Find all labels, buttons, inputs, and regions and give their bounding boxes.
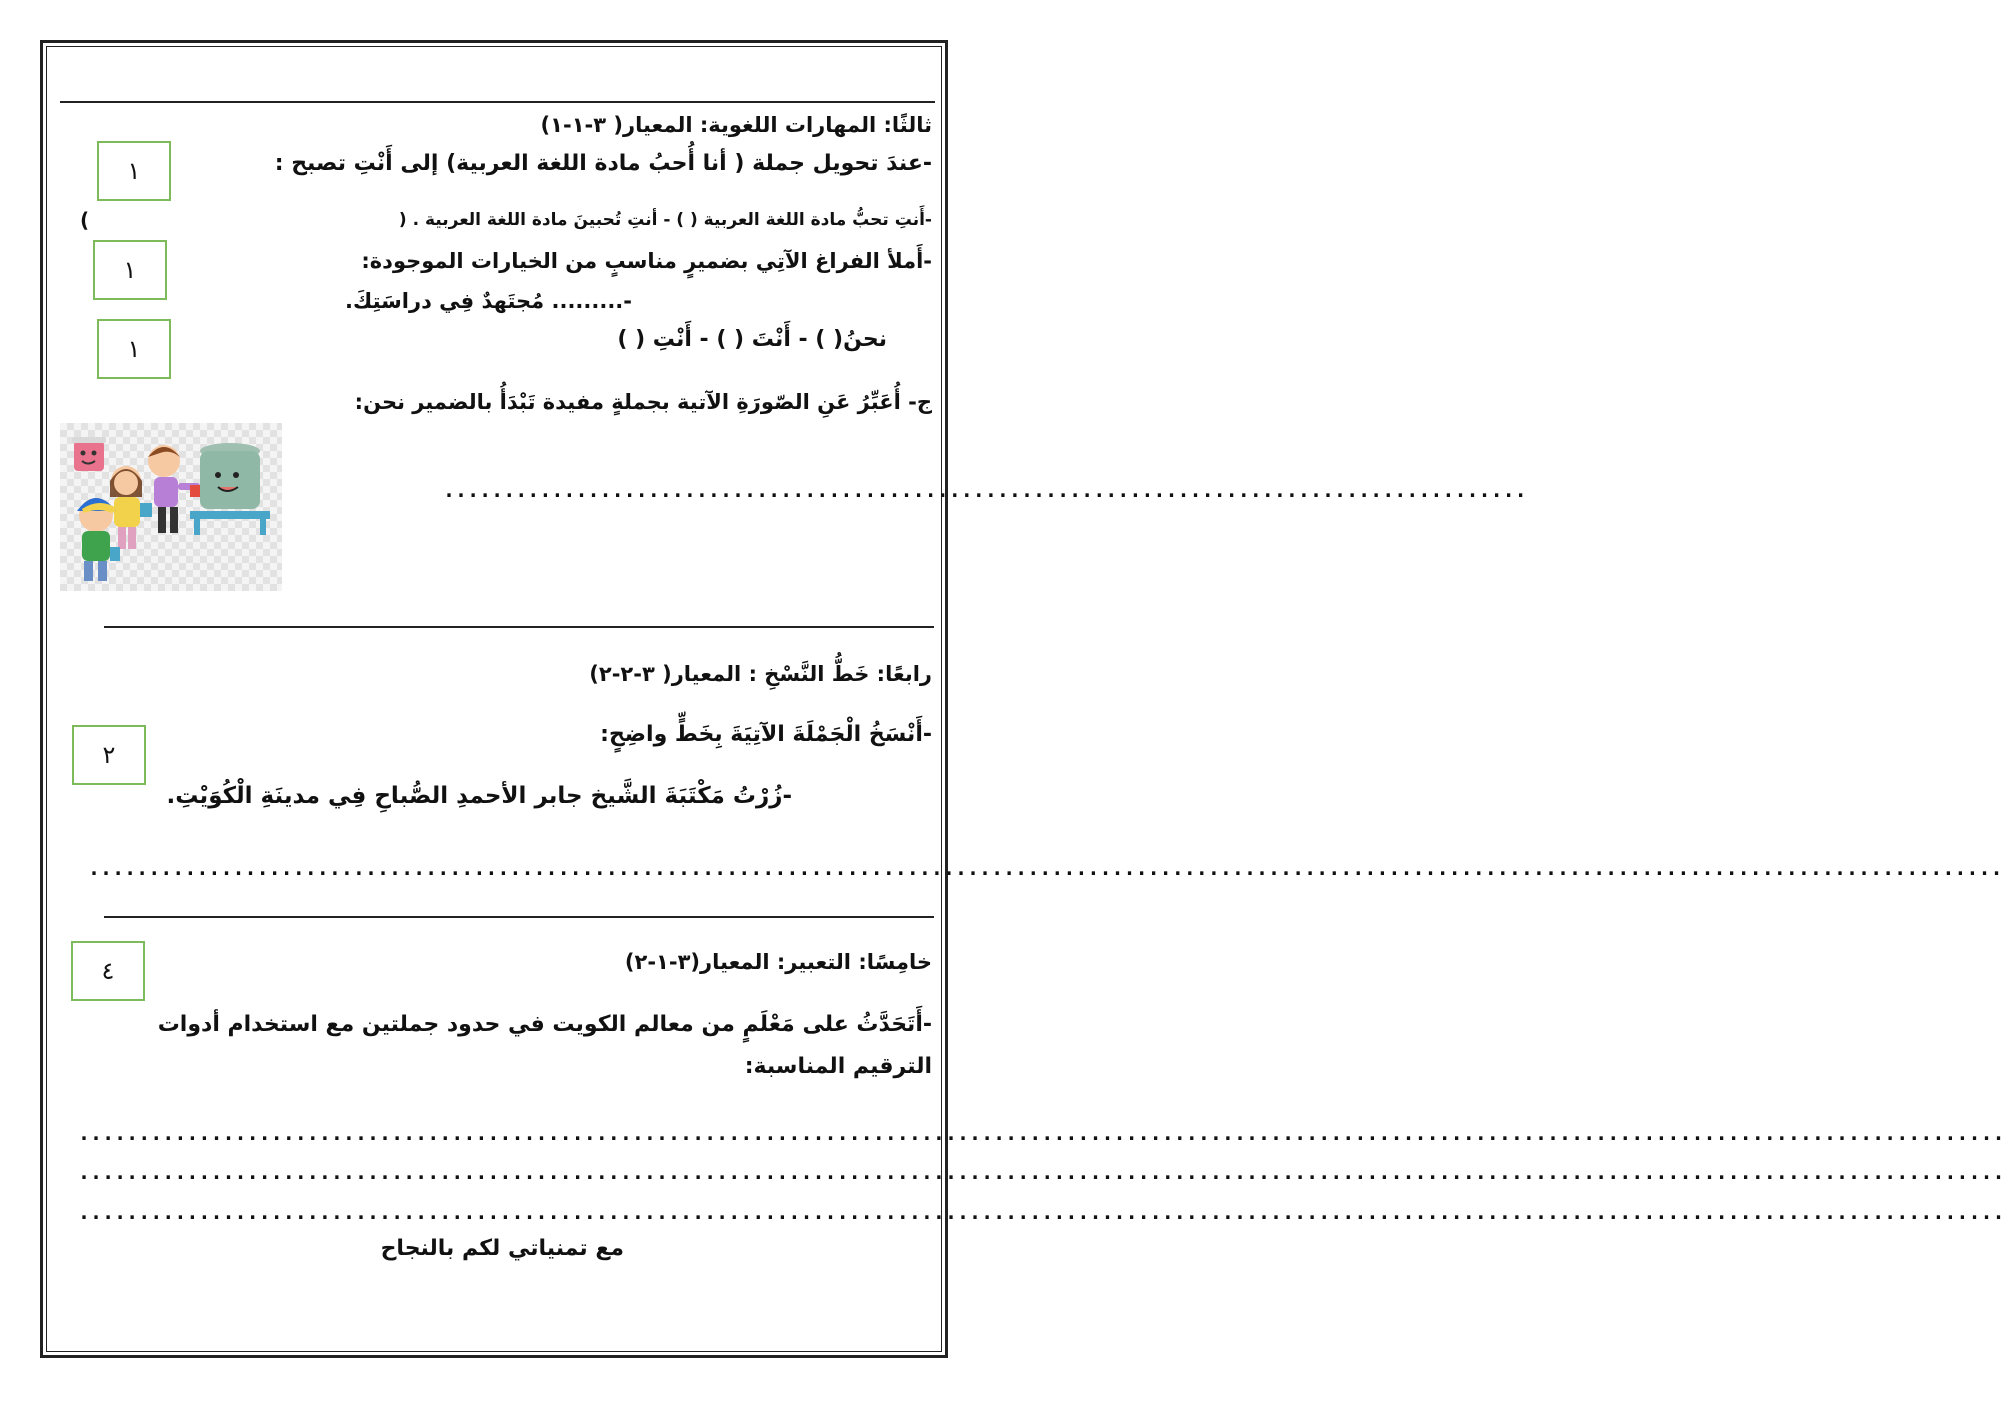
q2-choices: نحنُ( ) - أَنْتَ ( ) - أَنْتِ ( ): [617, 327, 887, 352]
page-border-inner: [46, 46, 2005, 1352]
q3-prompt: ج- أُعَبِّرُ عَنِ الصّورَةِ الآتية بجملةٍ مفيدة تَبْدَأُ بالضمير نحن:: [354, 390, 932, 414]
section5-answer-line-2[interactable]: ................................................................................................................................................................: [78, 1160, 2005, 1184]
q2-prompt: -أَملأ الفراغ الآتِي بضميرٍ مناسبٍ من الخيارات الموجودة:: [361, 249, 932, 273]
section4-sentence: -زُرْتُ مَكْتَبَةَ الشَّيخ جابر الأحمدِ الصُّباحِ فِي مدينَةِ الْكُوَيْتِ.: [166, 783, 792, 809]
q2-score-box-a: ١: [93, 240, 167, 300]
q1-score-box: ١: [97, 141, 171, 201]
child-icon: [110, 466, 152, 549]
section5-answer-line-3[interactable]: ................................................................................................................................................................: [78, 1200, 2005, 1224]
section5-answer-line-1[interactable]: ................................................................................................................................................................: [78, 1121, 2005, 1145]
cup-icon: [72, 437, 106, 471]
divider-1: [104, 626, 934, 628]
q1-close-paren: ): [80, 208, 90, 232]
section4-score-box: ٢: [72, 725, 146, 785]
section5-title: خامِسًا: التعبير: المعيار(٣-١-٢): [624, 950, 932, 974]
q3-answer-line[interactable]: ..........................................................................................: [443, 478, 1527, 502]
section3-title: ثالثًا: المهارات اللغوية: المعيار( ٣-١-١): [540, 113, 932, 137]
q1-options: -أَنتِ تحبُّ مادة اللغة العربية ( ) - أنتِ تُحبينَ مادة اللغة العربية . (: [398, 210, 932, 230]
section5-score-box: ٤: [71, 941, 145, 1001]
section5-prompt-line1: -أَتَحَدَّثُ على مَعْلَمٍ من معالم الكويت في حدود جملتين مع استخدام أدوات: [157, 1012, 932, 1037]
q1-prompt: -عندَ تحويل جملة ( أنا أُحبُ مادة اللغة العربية) إلى أَنْتِ تصبح :: [274, 151, 932, 176]
section4-instruction: -أَنْسَخُ الْجَمْلَةَ الآتِيَةَ بِخَطٍّ واضِحٍ:: [600, 722, 932, 747]
closing-message: مع تمنياتي لكم بالنجاح: [380, 1236, 624, 1261]
q2-sentence: -......... مُجتَهدٌ فِي دراسَتِكَ.: [345, 289, 632, 313]
water-cooler-icon: [190, 443, 270, 535]
top-divider: [60, 101, 935, 103]
child-icon: [148, 445, 200, 533]
children-drinking-water-illustration: [60, 423, 282, 591]
section4-answer-line[interactable]: ...............................................................................................................................................................: [88, 856, 2003, 880]
section5-prompt-line2: الترقيم المناسبة:: [744, 1054, 932, 1079]
divider-2: [104, 916, 934, 918]
section4-title: رابعًا: خَطُّ النَّسْخِ : المعيار( ٣-٢-٢): [589, 662, 932, 686]
child-icon: [77, 498, 120, 581]
q2-score-box-b: ١: [97, 319, 171, 379]
